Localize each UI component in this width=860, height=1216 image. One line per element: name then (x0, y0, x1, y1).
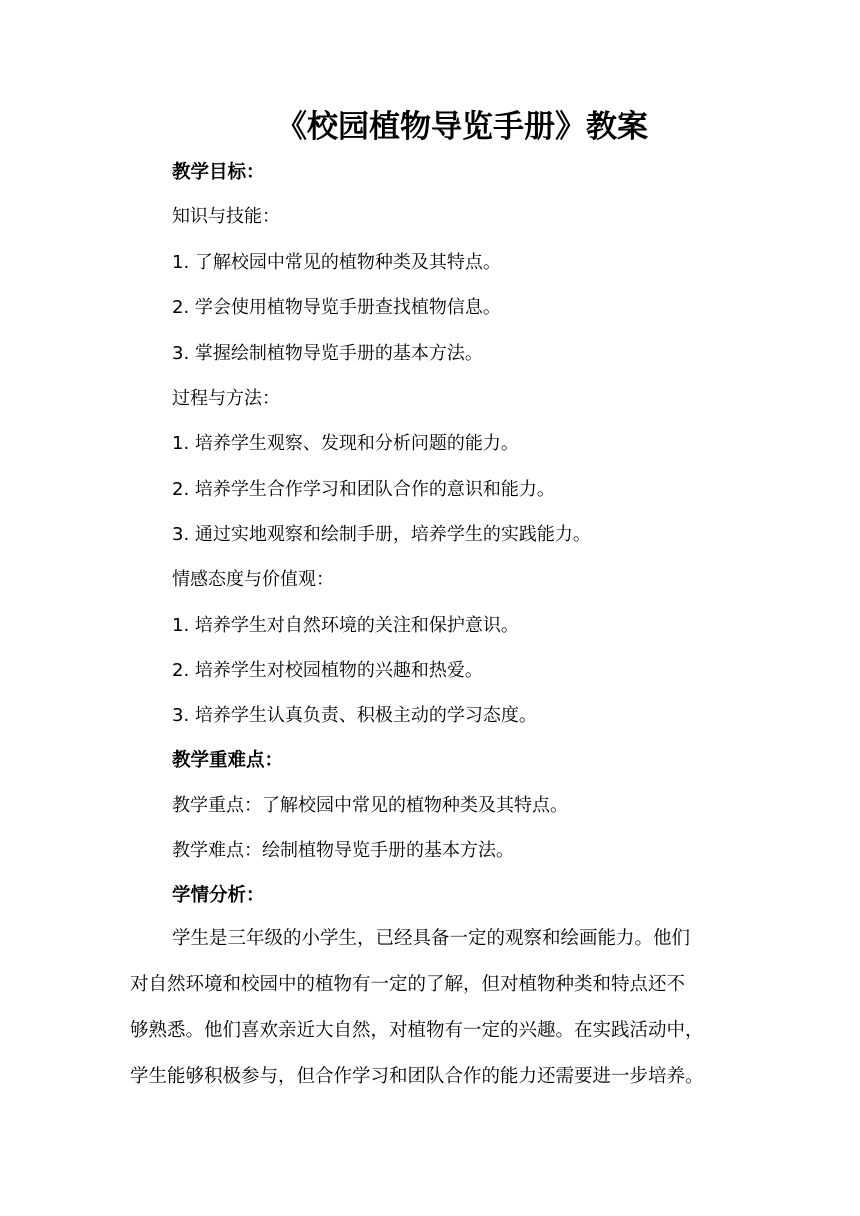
emotion-item: 2. 培养学生对校园植物的兴趣和热爱。 (172, 660, 483, 681)
key-difficulty: 教学难点：绘制植物导览手册的基本方法。 (172, 840, 514, 861)
objectives-heading: 教学目标： (172, 162, 265, 183)
key-focus: 教学重点：了解校园中常见的植物种类及其特点。 (172, 795, 568, 816)
analysis-line: 学生能够积极参与，但合作学习和团队合作的能力还需要进一步培养。 (130, 1066, 704, 1087)
emotion-label: 情感态度与价值观： (172, 569, 334, 590)
knowledge-item: 2. 学会使用植物导览手册查找植物信息。 (172, 297, 501, 318)
emotion-item: 3. 培养学生认真负责、积极主动的学习态度。 (172, 705, 537, 726)
process-item: 3. 通过实地观察和绘制手册，培养学生的实践能力。 (172, 524, 591, 545)
analysis-line: 对自然环境和校园中的植物有一定的了解，但对植物种类和特点还不 (130, 974, 686, 995)
document-title: 《校园植物导览手册》教案 (276, 109, 648, 145)
process-item: 2. 培养学生合作学习和团队合作的意识和能力。 (172, 479, 555, 500)
knowledge-item: 3. 掌握绘制植物导览手册的基本方法。 (172, 343, 483, 364)
analysis-line: 学生是三年级的小学生，已经具备一定的观察和绘画能力。他们 (172, 928, 691, 949)
knowledge-item: 1. 了解校园中常见的植物种类及其特点。 (172, 252, 501, 273)
process-item: 1. 培养学生观察、发现和分析问题的能力。 (172, 433, 519, 454)
analysis-line: 够熟悉。他们喜欢亲近大自然，对植物有一定的兴趣。在实践活动中， (130, 1020, 704, 1041)
emotion-item: 1. 培养学生对自然环境的关注和保护意识。 (172, 615, 519, 636)
analysis-paragraph (130, 916, 750, 1100)
knowledge-label: 知识与技能： (172, 206, 280, 227)
analysis-heading: 学情分析： (172, 885, 265, 906)
key-points-heading: 教学重难点： (172, 750, 284, 771)
process-label: 过程与方法： (172, 388, 280, 409)
